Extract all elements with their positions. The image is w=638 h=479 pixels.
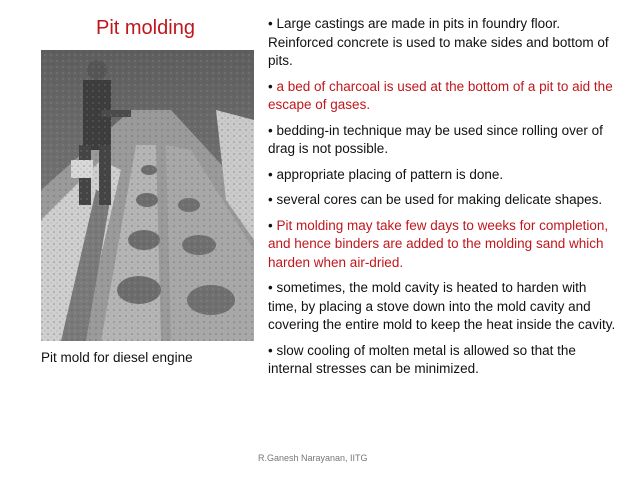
bullet-glyph: • [268, 166, 273, 182]
bullet-glyph: • [268, 280, 273, 295]
bullet-item [268, 191, 618, 210]
bullet-glyph: • [268, 217, 273, 233]
bullet-glyph: • [268, 78, 273, 94]
bullet-item [268, 78, 618, 115]
bullet-text: a bed of charcoal is used at the bottom of a pit to aid the escape of gases. [268, 78, 613, 112]
bullet-glyph: • [268, 16, 273, 31]
slide-title: Pit molding [96, 17, 195, 39]
slide-footer: R.Ganesh Narayanan, IITG [258, 453, 368, 463]
bullet-text: slow cooling of molten metal is allowed so that the internal stresses can be minimized. [268, 342, 576, 376]
bullet-list [268, 15, 618, 386]
bullet-glyph: • [268, 122, 273, 138]
bullet-glyph: • [268, 342, 273, 358]
bullet-item [268, 15, 618, 71]
bullet-text: appropriate placing of pattern is done. [272, 166, 504, 182]
bullet-text: Large castings are made in pits in foundry floor. Reinforced concrete is used to make sides and bottom of pits. [268, 16, 609, 68]
bullet-text: Pit molding may take few days to weeks for completion, and hence binders are added to the molding sand which harden when air-dried. [268, 217, 609, 270]
photo-caption: Pit mold for diesel engine [41, 350, 193, 365]
bullet-item [268, 166, 618, 185]
bullet-item [268, 217, 618, 273]
bullet-item [268, 342, 618, 379]
bullet-text: sometimes, the mold cavity is heated to harden with time, by placing a stove down into the mold cavity and covering the entire mold to keep the heat inside the cavity. [268, 280, 616, 332]
bullet-text: bedding-in technique may be used since rolling over of drag is not possible. [268, 122, 603, 156]
bullet-item [268, 279, 618, 335]
pit-mold-photo [41, 50, 254, 341]
bullet-item [268, 122, 618, 159]
bullet-text: several cores can be used for making delicate shapes. [272, 192, 603, 207]
bullet-glyph: • [268, 192, 273, 207]
